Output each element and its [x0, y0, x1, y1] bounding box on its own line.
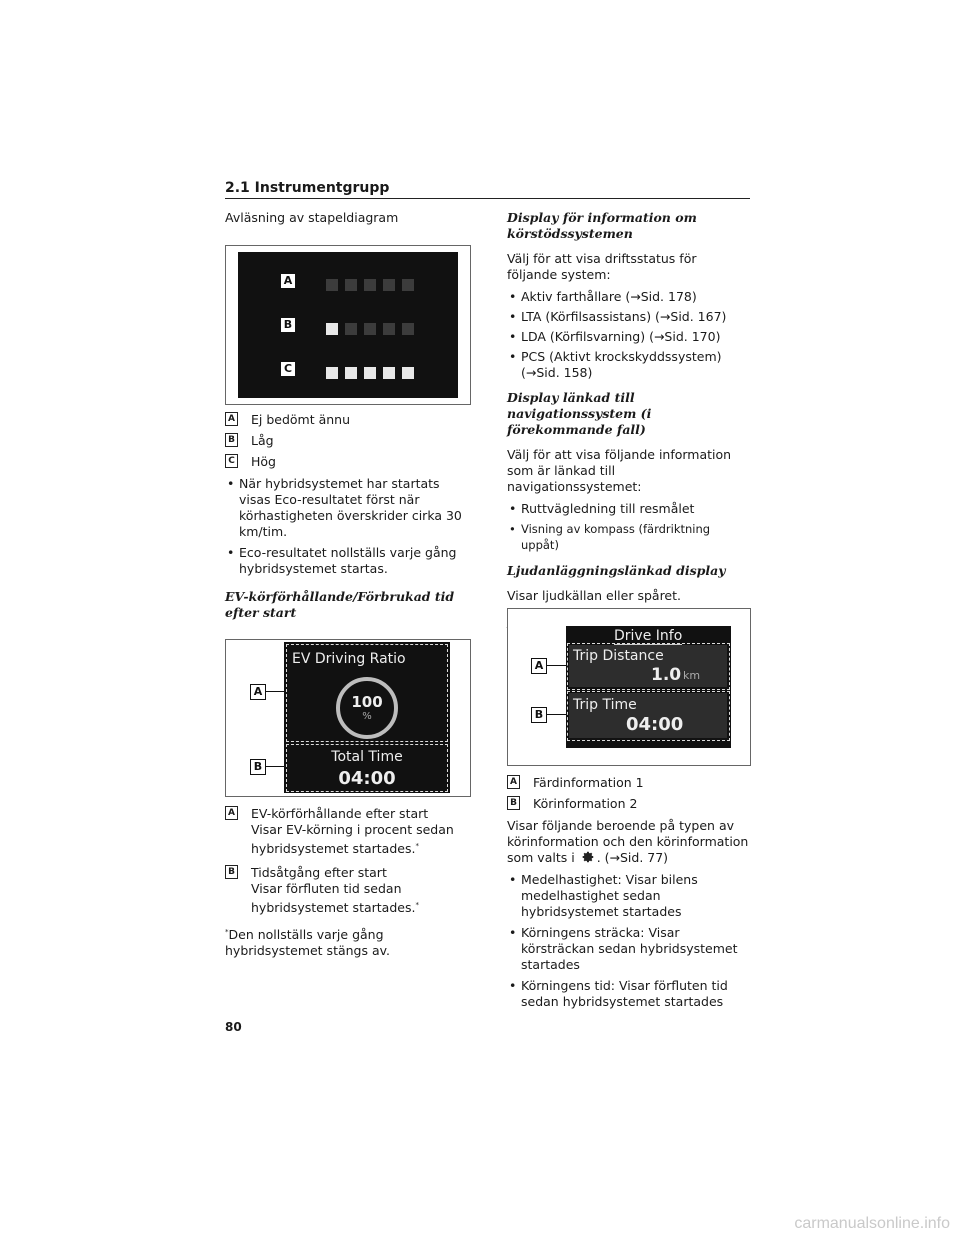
right-text-block [507, 210, 750, 632]
left-intro-block [225, 210, 470, 226]
ev-ratio-unit: % [362, 711, 372, 722]
drive-item-distance: • Körningens sträcka: Visar körsträckan sedan hybridsystemet startades [507, 925, 750, 973]
drive-item-time: • Körningens tid: Visar förfluten tid sedan hybridsystemet startades [507, 978, 750, 1010]
ev-ratio-value: 100 [351, 693, 383, 711]
drive-tag-b: B [531, 707, 547, 723]
bar-square [345, 367, 357, 379]
audio-text: Visar ljudkällan eller spåret. [507, 588, 681, 603]
drive-description: Visar följande beroende på typen av körinformation och den körinformation som valts i . (→Sid. 77) [507, 818, 749, 865]
bar-tag-c: C [280, 361, 296, 377]
bullet-eco-start: • När hybridsystemet har startats visas Eco-resultatet först när körhastigheten överskrider cirka 30 km/tim. [225, 476, 470, 540]
ev-tag-b: B [250, 759, 266, 775]
drive-dist-label: Trip Distance [573, 648, 664, 664]
legend-text-a: Ej bedömt ännu [251, 412, 351, 427]
nav-item-compass: • Visning av kompass (färdriktning uppåt) [507, 521, 750, 553]
bar-tag-a: A [280, 273, 296, 289]
bar-square [326, 279, 338, 291]
drive-time-label: Trip Time [573, 697, 637, 713]
adas-intro: Välj för att visa driftsstatus för följande system: [507, 251, 697, 282]
ev-legend-row-b [225, 865, 470, 916]
ev-tag-a: A [250, 684, 266, 700]
drive-legend-text-b: Körinformation 2 [533, 796, 638, 811]
legend-text-b: Låg [251, 433, 274, 448]
legend-text-c: Hög [251, 454, 276, 469]
bar-square [326, 367, 338, 379]
bar-square [364, 367, 376, 379]
bar-screen [238, 252, 458, 398]
ev-time-label: Total Time [331, 749, 403, 765]
adas-item-pcs: • PCS (Aktivt krockskyddssystem) (→Sid. 158) [507, 349, 750, 381]
drive-dist-unit: km [683, 669, 701, 682]
bar-square [402, 367, 414, 379]
drive-dist-value: 1.0 [651, 665, 682, 685]
drive-legend-row-a [507, 775, 750, 791]
ev-ratio-title: EV Driving Ratio [292, 651, 406, 667]
drive-legend-tag-b: B [507, 796, 520, 810]
drive-legend-text-a: Färdinformation 1 [533, 775, 644, 790]
ev-figure [225, 639, 471, 797]
drive-screen [566, 626, 731, 748]
ev-legend-text-b: Tidsåtgång efter start Visar förfluten tid sedan hybridsystemet startades.* [251, 865, 419, 916]
bar-square [364, 279, 376, 291]
legend-row-a [225, 412, 470, 428]
audio-heading: Ljudanläggningslänkad display [507, 563, 726, 578]
adas-item-acc: • Aktiv farthållare (→Sid. 178) [507, 289, 750, 305]
page-number: 80 [225, 1020, 242, 1034]
legend-tag-c: C [225, 454, 238, 468]
bullet-eco-reset: • Eco-resultatet nollställs varje gång hybridsystemet startas. [225, 545, 470, 577]
drive-legend-row-b [507, 796, 750, 812]
nav-heading: Display länkad till navigationssystem (i förekommande fall) [507, 390, 652, 437]
bar-square [345, 323, 357, 335]
adas-item-lta: • LTA (Körfilsassistans) (→Sid. 167) [507, 309, 750, 325]
drive-item-speed: • Medelhastighet: Visar bilens medelhastighet sedan hybridsystemet startades [507, 872, 750, 920]
bar-chart-intro: Avläsning av stapeldiagram [225, 210, 399, 225]
drive-tag-a: A [531, 658, 547, 674]
section-rule [225, 198, 750, 199]
adas-heading: Display för information om körstödssystemen [507, 210, 697, 241]
drive-title: Drive Info [614, 628, 683, 644]
drive-time-value: 04:00 [626, 714, 684, 735]
bar-square [402, 279, 414, 291]
ev-legend [225, 806, 470, 959]
bar-figure [225, 245, 471, 405]
ev-time-value: 04:00 [338, 768, 396, 789]
ev-legend-tag-b: B [225, 865, 238, 879]
bar-legend [225, 412, 470, 621]
legend-row-c [225, 454, 470, 470]
adas-item-lda: • LDA (Körfilsvarning) (→Sid. 170) [507, 329, 750, 345]
bar-tag-b: B [280, 317, 296, 333]
bar-square [345, 279, 357, 291]
footnote: *Den nollställs varje gång hybridsystemet stängs av. [225, 927, 391, 959]
bar-square [383, 323, 395, 335]
legend-tag-b: B [225, 433, 238, 447]
bar-square [326, 323, 338, 335]
nav-item-route: • Ruttvägledning till resmålet [507, 501, 750, 517]
ev-legend-tag-a: A [225, 806, 238, 820]
footer-watermark: carmanualsonline.info [794, 1215, 950, 1232]
drive-figure [507, 608, 751, 766]
bar-square [383, 367, 395, 379]
bar-square [402, 323, 414, 335]
drive-legend-tag-a: A [507, 775, 520, 789]
nav-intro: Välj för att visa följande information som är länkad till navigationssystemet: [507, 447, 732, 494]
gear-icon [582, 851, 594, 863]
bar-square [364, 323, 376, 335]
ev-legend-row-a [225, 806, 470, 857]
ev-heading: EV-körförhållande/Förbrukad tid efter start [225, 589, 455, 620]
bar-square [383, 279, 395, 291]
legend-row-b [225, 433, 470, 449]
legend-tag-a: A [225, 412, 238, 426]
drive-legend-block [507, 775, 750, 1010]
ev-screen [284, 642, 450, 793]
section-title: 2.1 Instrumentgrupp [225, 180, 390, 196]
ev-legend-text-a: EV-körförhållande efter start Visar EV-körning i procent sedan hybridsystemet startades.* [251, 806, 454, 857]
